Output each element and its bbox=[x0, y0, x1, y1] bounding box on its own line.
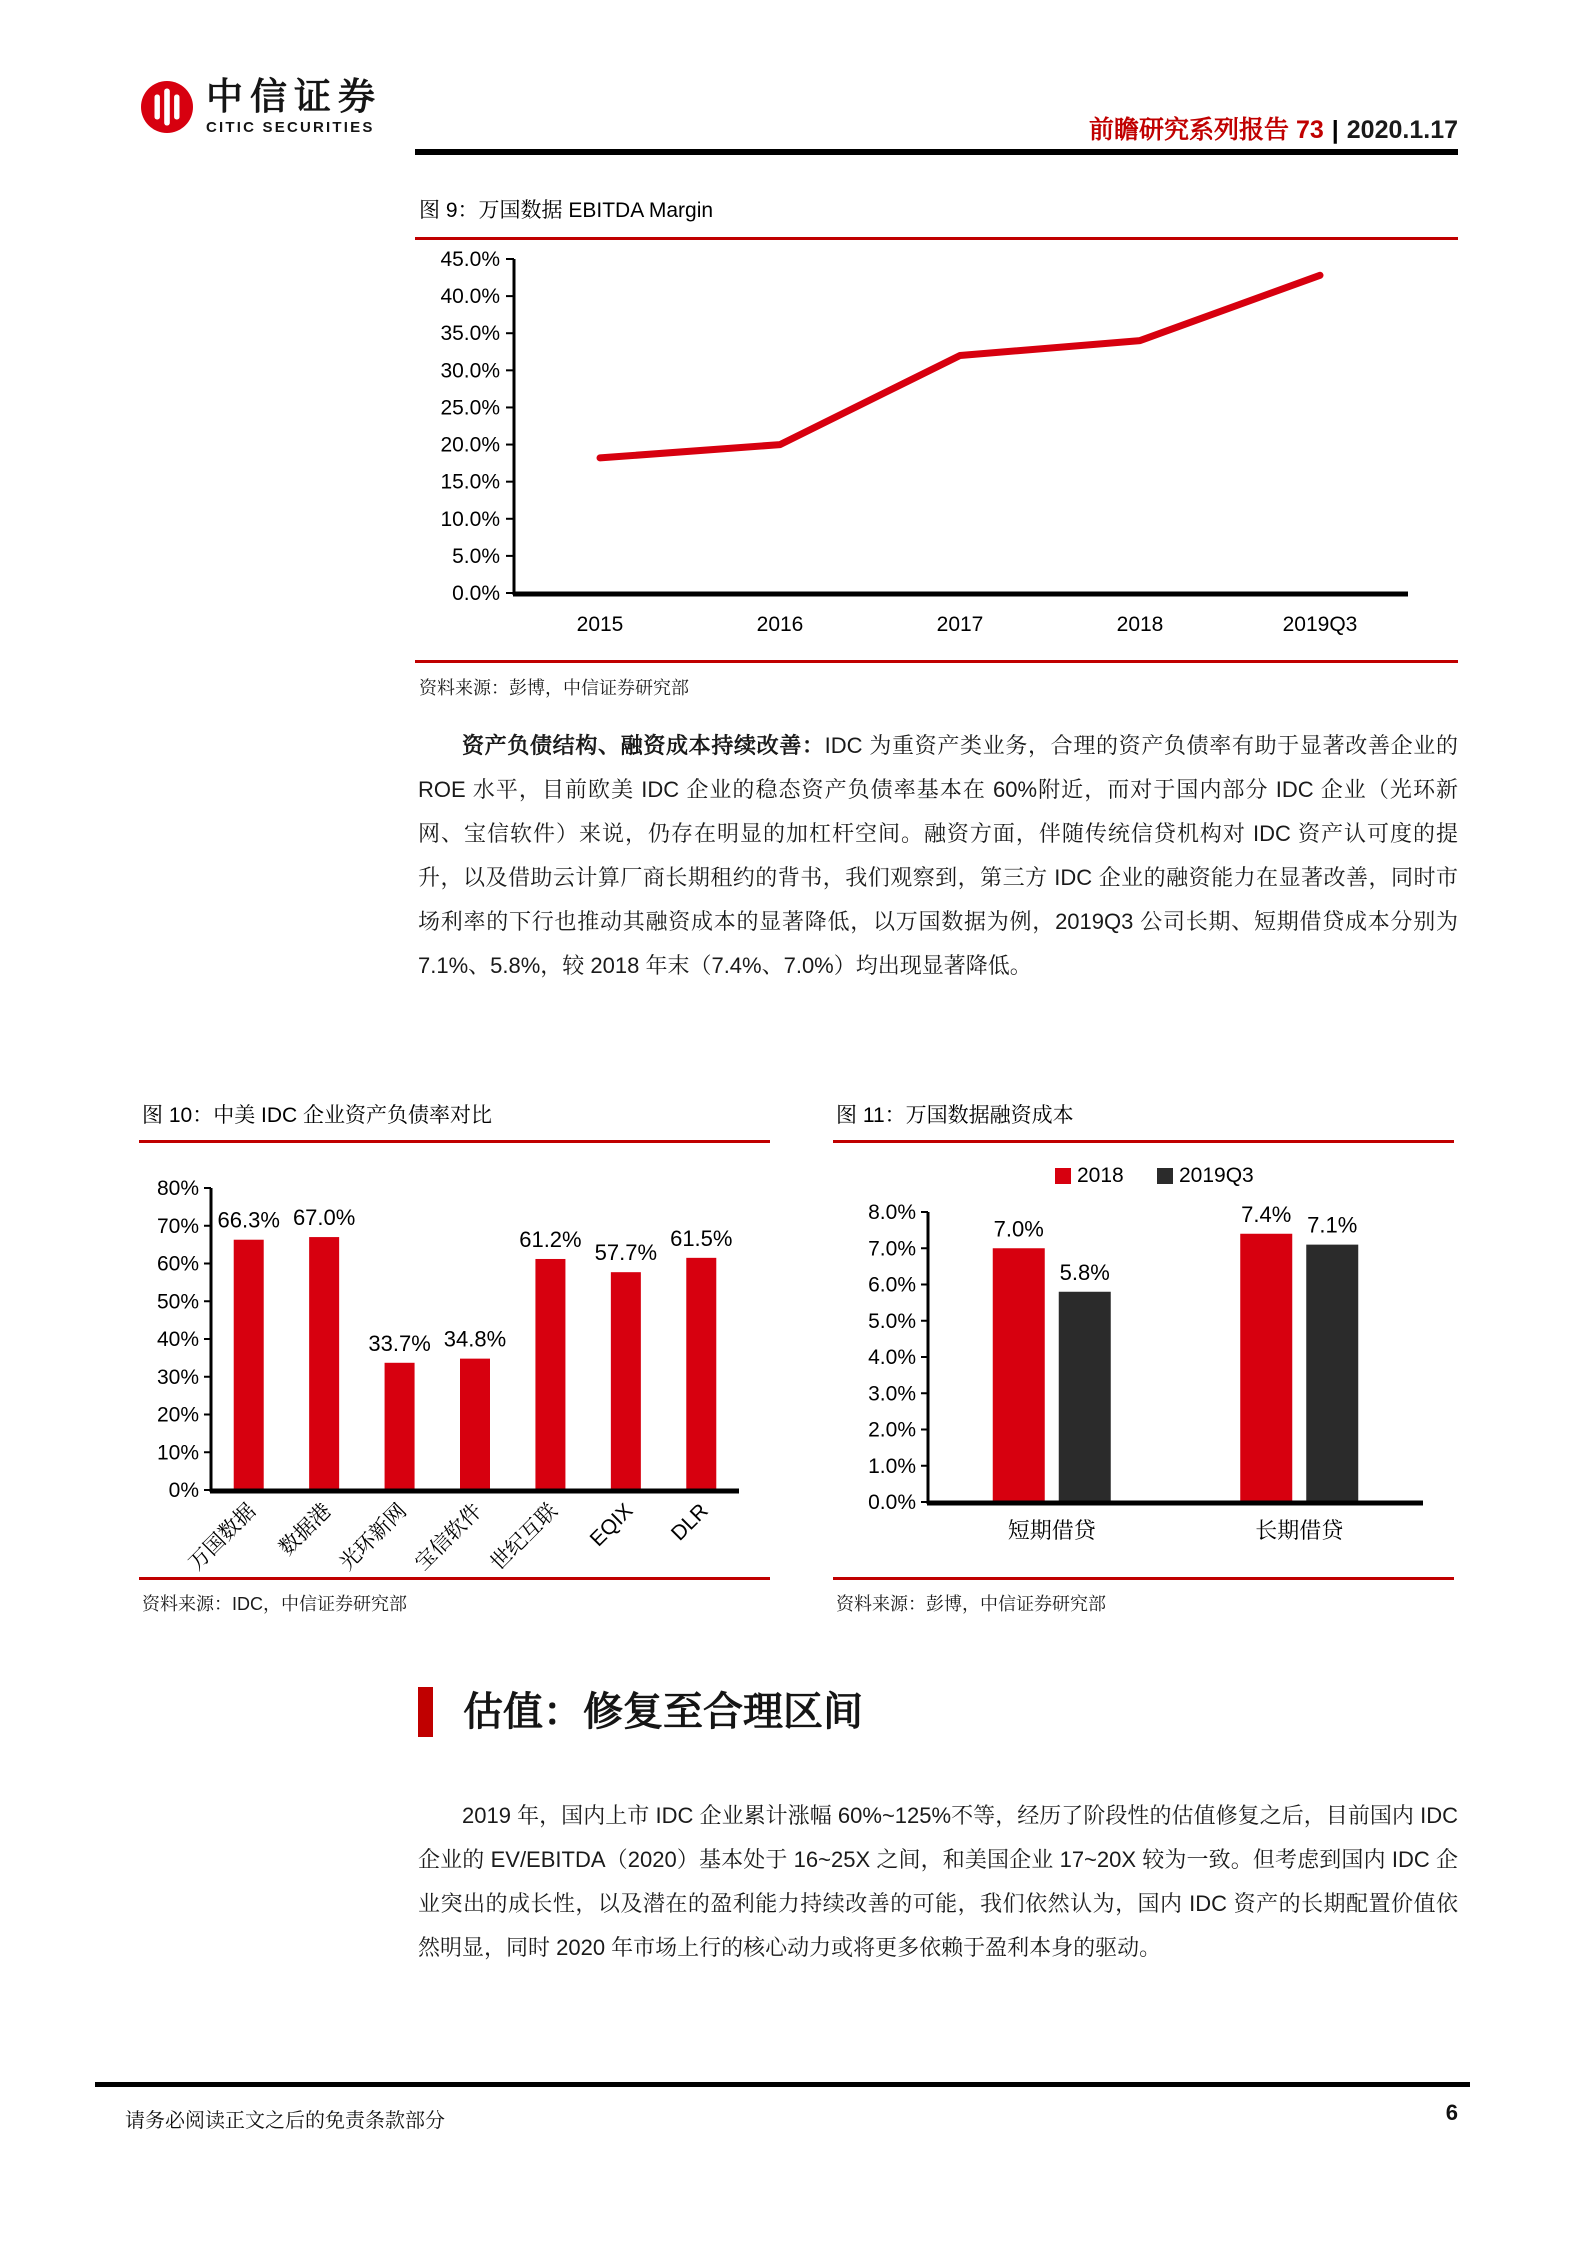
x-tick-label: 2019Q3 bbox=[1282, 613, 1358, 636]
figure11-title: 图 11：万国数据融资成本 bbox=[836, 1104, 1074, 1127]
citic-logo-text bbox=[206, 78, 382, 135]
y-tick-label: 30% bbox=[156, 1365, 199, 1389]
y-tick-label: 5.0% bbox=[868, 1309, 916, 1333]
bar bbox=[1059, 1292, 1111, 1502]
y-tick-label: 6.0% bbox=[868, 1273, 916, 1297]
y-tick-label: 5.0% bbox=[452, 544, 500, 568]
y-tick-label: 0.0% bbox=[868, 1491, 916, 1514]
y-tick-label: 10% bbox=[156, 1441, 199, 1465]
bar-value-label: 61.2% bbox=[519, 1226, 582, 1252]
paragraph-body-text: IDC 为重资产类业务，合理的资产负债率有助于显著改善企业的 ROE 水平，目前欧美 IDC 企业的稳态资产负债率基本在 60%附近，而对于国内部分 IDC 企业（光环新网、宝信软件）来说，仍存在明显的加杠杆空间。融资方面，伴随传统信贷机构对 IDC 资产认可度的提升，以及借助云计算厂商长期租约的背书，我们观察到，第三方 IDC 企业的融资能力在显著改善，同时市场利率的下行也推动其融资成本的显著降低，以万国数据为例，2019Q3 公司长期、短期借贷成本分别为 7.1%、5.8%，较 2018 年末（7.4%、7.0%）均出现显著降低。 bbox=[418, 733, 1458, 978]
y-tick-label: 20% bbox=[156, 1403, 199, 1427]
x-category-label: 万国数据 bbox=[184, 1499, 261, 1572]
section-heading-valuation: 估值：修复至合理区间 bbox=[463, 1690, 863, 1734]
figure11-source: 资料来源：彭博，中信证券研究部 bbox=[836, 1594, 1106, 1614]
x-category-label: EQIX bbox=[585, 1499, 638, 1552]
header-separator: | bbox=[1331, 116, 1339, 144]
bar-value-label: 5.8% bbox=[1059, 1259, 1110, 1285]
bar bbox=[611, 1272, 641, 1490]
paragraph-lead-bold: 资产负债结构、融资成本持续改善： bbox=[462, 733, 825, 758]
bar bbox=[1306, 1245, 1358, 1502]
ebitda-margin-line-chart bbox=[418, 246, 1458, 656]
figure9-source-rule bbox=[415, 660, 1458, 663]
legend-label: 2019Q3 bbox=[1179, 1164, 1254, 1187]
bar-value-label: 7.4% bbox=[1241, 1201, 1292, 1227]
y-tick-label: 30.0% bbox=[440, 359, 500, 383]
citic-logo-mark bbox=[164, 88, 170, 125]
y-tick-label: 8.0% bbox=[868, 1201, 916, 1224]
figure11-title-rule bbox=[833, 1140, 1454, 1143]
financing-cost-bar-chart bbox=[833, 1148, 1454, 1572]
figure9-source: 资料来源：彭博，中信证券研究部 bbox=[419, 678, 689, 698]
figure10-title: 图 10：中美 IDC 企业资产负债率对比 bbox=[142, 1104, 493, 1127]
y-tick-label: 70% bbox=[156, 1214, 199, 1238]
legend-swatch bbox=[1055, 1168, 1071, 1184]
bar bbox=[234, 1240, 264, 1490]
x-tick-label: 2018 bbox=[1116, 613, 1164, 636]
x-category-label: 数据港 bbox=[274, 1499, 336, 1561]
bar-value-label: 7.1% bbox=[1307, 1212, 1358, 1238]
y-tick-label: 7.0% bbox=[868, 1237, 916, 1261]
body-paragraph-financing bbox=[418, 724, 1458, 988]
y-tick-label: 0% bbox=[168, 1479, 199, 1502]
ebitda-margin-line bbox=[600, 275, 1320, 458]
report-header-title bbox=[1089, 110, 1458, 146]
figure10-chart bbox=[139, 1148, 770, 1577]
legend-label: 2018 bbox=[1077, 1164, 1124, 1187]
x-category-label: 长期借贷 bbox=[1255, 1518, 1344, 1543]
x-tick-label: 2017 bbox=[936, 613, 984, 636]
body-paragraph-valuation bbox=[418, 1794, 1458, 1970]
bar-value-label: 57.7% bbox=[594, 1240, 658, 1266]
figure10-source: 资料来源：IDC，中信证券研究部 bbox=[142, 1594, 407, 1614]
figure11-chart bbox=[833, 1148, 1454, 1577]
logo-name-cn: 中信证券 bbox=[206, 76, 382, 117]
y-tick-label: 35.0% bbox=[440, 322, 500, 346]
legend-swatch bbox=[1157, 1168, 1173, 1184]
figure9-title: 图 9：万国数据 EBITDA Margin bbox=[419, 199, 714, 222]
citic-logo-icon bbox=[140, 80, 194, 134]
y-tick-label: 0.0% bbox=[452, 582, 500, 605]
y-tick-label: 80% bbox=[156, 1177, 199, 1200]
y-tick-label: 1.0% bbox=[868, 1454, 916, 1478]
y-tick-label: 40.0% bbox=[440, 285, 500, 309]
citic-logo bbox=[140, 78, 382, 135]
x-tick-label: 2016 bbox=[756, 613, 804, 636]
bar bbox=[1240, 1234, 1292, 1502]
figure9-chart bbox=[418, 246, 1458, 661]
bar bbox=[993, 1248, 1045, 1502]
bar bbox=[460, 1359, 490, 1490]
x-category-label: 世纪互联 bbox=[486, 1499, 562, 1572]
footer-page-number: 6 bbox=[1445, 2100, 1458, 2125]
figure9-title-rule bbox=[415, 237, 1458, 240]
y-tick-label: 15.0% bbox=[440, 470, 500, 494]
paragraph2-body-text: 2019 年，国内上市 IDC 企业累计涨幅 60%~125%不等，经历了阶段性的估值修复之后，目前国内 IDC 企业的 EV/EBITDA（2020）基本处于 16~25X 之间，和美国企业 17~20X 较为一致。但考虑到国内 IDC 企业突出的成长性，以及潜在的盈利能力持续改善的可能，我们依然认为，国内 IDC 资产的长期配置价值依然明显，同时 2020 年市场上行的核心动力或将更多依赖于盈利本身的驱动。 bbox=[418, 1803, 1458, 1960]
bar bbox=[309, 1237, 339, 1490]
logo-name-en: CITIC SECURITIES bbox=[206, 119, 375, 136]
y-tick-label: 40% bbox=[156, 1328, 199, 1351]
footer-rule bbox=[95, 2082, 1470, 2087]
y-tick-label: 60% bbox=[156, 1252, 199, 1276]
footer-disclaimer: 请务必阅读正文之后的免责条款部分 bbox=[125, 2110, 445, 2132]
bar-value-label: 34.8% bbox=[443, 1326, 507, 1352]
y-tick-label: 50% bbox=[156, 1290, 199, 1314]
bar-value-label: 66.3% bbox=[217, 1207, 280, 1233]
bar bbox=[686, 1258, 716, 1490]
y-tick-label: 2.0% bbox=[868, 1418, 916, 1442]
x-category-label: 短期借贷 bbox=[1007, 1518, 1096, 1543]
x-category-label: 光环新网 bbox=[335, 1499, 412, 1572]
header-rule bbox=[415, 149, 1458, 155]
bar bbox=[385, 1363, 415, 1490]
section-heading-bar bbox=[418, 1687, 433, 1737]
bar-value-label: 67.0% bbox=[292, 1205, 356, 1231]
y-tick-label: 20.0% bbox=[440, 433, 500, 457]
bar-value-label: 33.7% bbox=[368, 1330, 431, 1356]
x-category-label: 宝信软件 bbox=[410, 1499, 487, 1572]
y-tick-label: 10.0% bbox=[440, 507, 500, 531]
figure11-source-rule bbox=[833, 1577, 1454, 1580]
x-category-label: DLR bbox=[666, 1499, 713, 1546]
bar-value-label: 7.0% bbox=[993, 1216, 1044, 1242]
y-tick-label: 25.0% bbox=[440, 396, 500, 420]
y-tick-label: 3.0% bbox=[868, 1382, 916, 1406]
leverage-ratio-bar-chart bbox=[139, 1148, 770, 1572]
report-series-label: 前瞻研究系列报告 73 bbox=[1089, 116, 1324, 144]
report-date: 2020.1.17 bbox=[1346, 116, 1458, 144]
y-tick-label: 45.0% bbox=[440, 248, 500, 271]
figure10-title-rule bbox=[139, 1140, 770, 1143]
y-tick-label: 4.0% bbox=[868, 1346, 916, 1369]
x-tick-label: 2015 bbox=[576, 613, 624, 636]
bar bbox=[535, 1259, 565, 1490]
bar-value-label: 61.5% bbox=[670, 1225, 733, 1251]
figure10-source-rule bbox=[139, 1577, 770, 1580]
